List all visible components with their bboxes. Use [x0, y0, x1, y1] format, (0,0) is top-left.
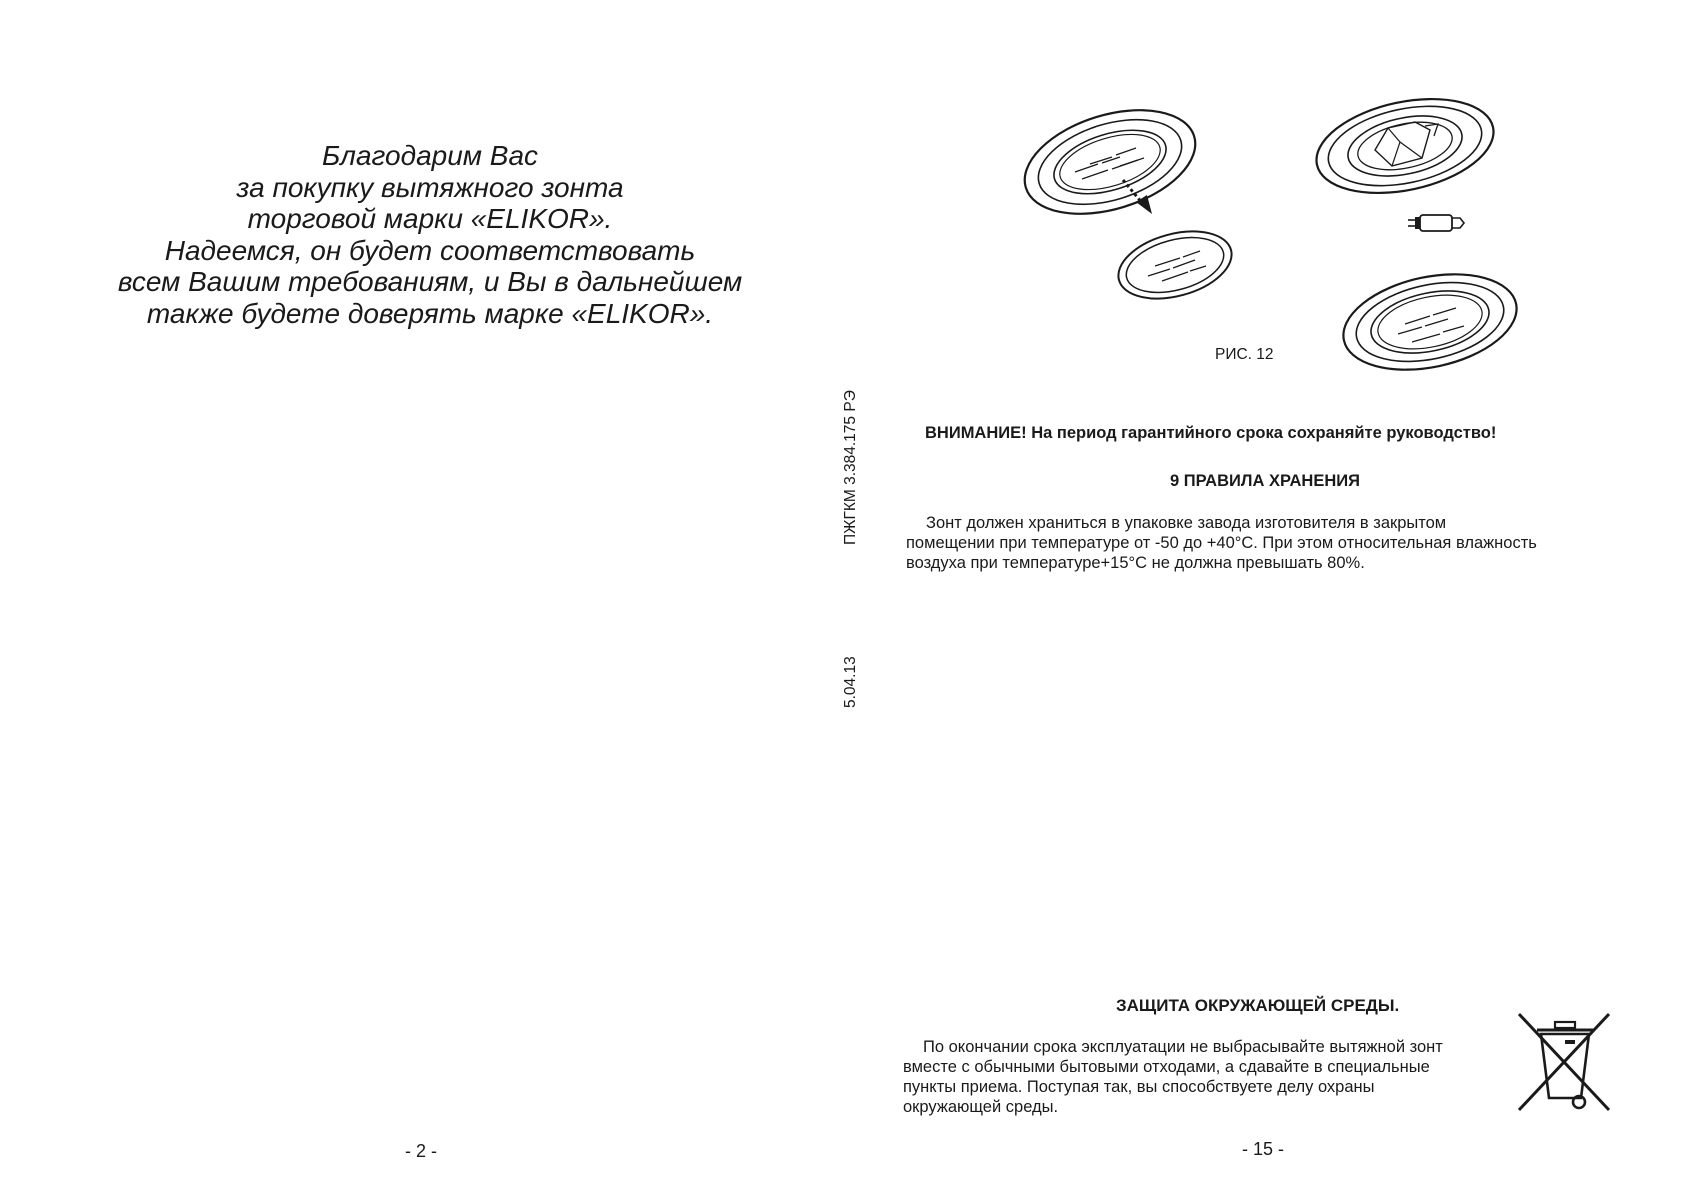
thanks-line: всем Вашим требованиям, и Вы в дальнейшем	[117, 266, 743, 297]
page-number-right: - 15 -	[1242, 1139, 1285, 1159]
crossed-out-wheelie-bin-icon	[1515, 1010, 1615, 1115]
thanks-line: торговой марки «ELIKOR».	[247, 203, 613, 234]
environment-heading: ЗАЩИТА ОКРУЖАЮЩЕЙ СРЕДЫ.	[1116, 996, 1400, 1015]
halogen-bulb-icon	[1408, 215, 1464, 231]
warning-notice: ВНИМАНИЕ! На период гарантийного срока сохраняйте руководство!	[925, 424, 1497, 442]
thank-you-message	[70, 140, 790, 329]
thanks-line: Благодарим Вас	[321, 140, 539, 171]
environment-line: окружающей среды.	[903, 1098, 1059, 1116]
storage-paragraph	[906, 513, 1537, 573]
thanks-line: Надеемся, он будет соответствовать	[164, 234, 696, 266]
lamp-cover	[1111, 220, 1239, 310]
environment-line: пункты приема. Поступая так, вы способствуете делу охраны	[903, 1078, 1375, 1096]
figure-caption: РИС. 12	[1215, 346, 1274, 363]
lamp-housing-with-cover	[1020, 91, 1208, 232]
storage-heading: 9 ПРАВИЛА ХРАНЕНИЯ	[1170, 472, 1360, 490]
lamp-replacement-figure	[1020, 80, 1540, 380]
storage-line: помещении при температуре от -50 до +40°С. При этом относительная влажность	[906, 534, 1537, 552]
storage-line: Зонт должен храниться в упаковке завода изготовителя в закрытом	[926, 514, 1447, 532]
page-number-left: - 2 -	[405, 1141, 438, 1161]
environment-line: вместе с обычными бытовыми отходами, а сдавайте в специальные	[903, 1058, 1430, 1076]
thanks-line: также будете доверять марке «ELIKOR».	[146, 297, 714, 329]
document-code: ПЖГКМ 3.384.175 РЭ	[842, 390, 859, 545]
storage-line: воздуха при температуре+15°С не должна превышать 80%.	[906, 554, 1365, 572]
lamp-housing-assembled	[1335, 260, 1526, 380]
lamp-housing-open	[1308, 84, 1502, 208]
environment-paragraph	[903, 1037, 1443, 1117]
environment-line: По окончании срока эксплуатации не выбрасывайте вытяжной зонт	[923, 1038, 1443, 1056]
thanks-line: за покупку вытяжного зонта	[236, 171, 624, 203]
document-date: 5.04.13	[842, 656, 859, 708]
